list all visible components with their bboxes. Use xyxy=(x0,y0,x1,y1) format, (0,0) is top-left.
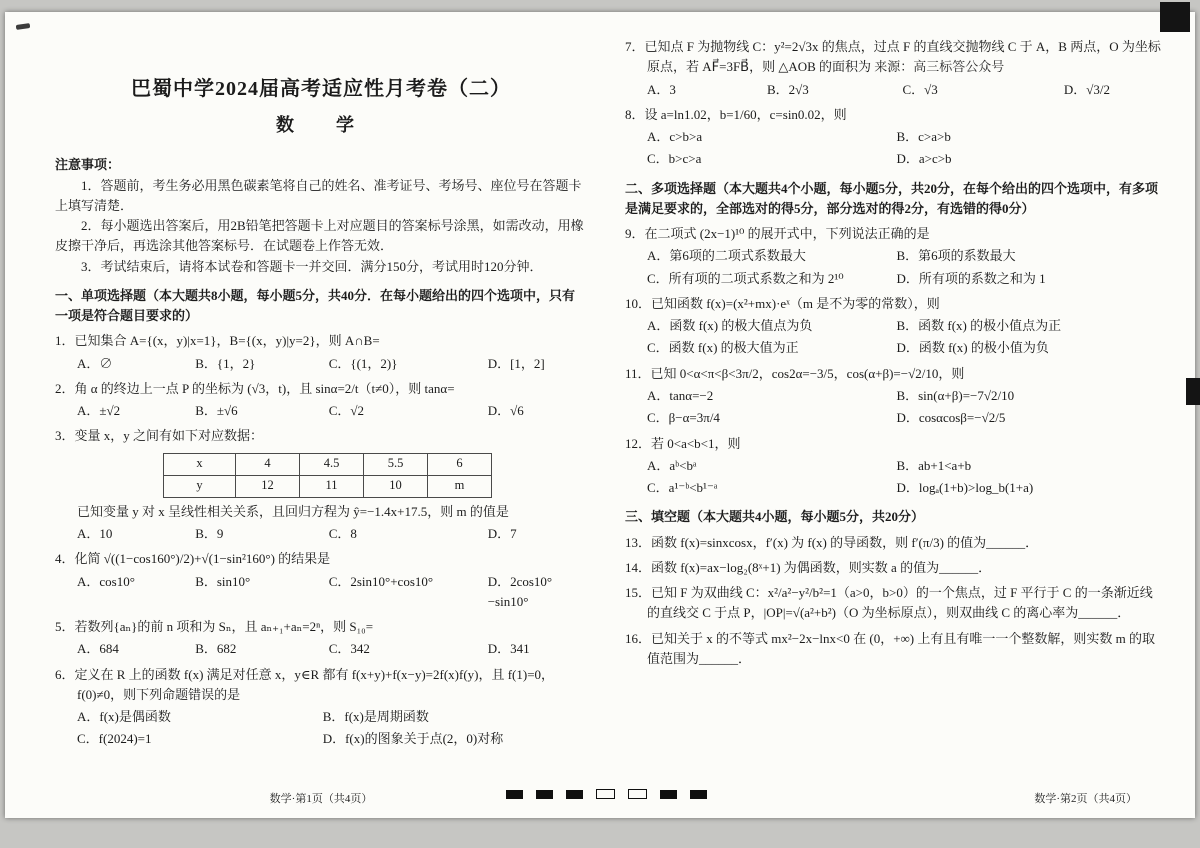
option-d: D．所有项的系数之和为 1 xyxy=(896,270,1046,286)
options xyxy=(625,316,1165,359)
option-c: C．√3 xyxy=(902,81,938,97)
option-b: B．f(x)是周期函数 xyxy=(322,709,429,725)
option-a: A．tanα=−2 xyxy=(647,387,714,403)
option-b: B．ab+1<a+b xyxy=(896,457,972,473)
registration-mark xyxy=(506,790,523,799)
question-stem xyxy=(625,37,1165,78)
table-row-y xyxy=(164,475,492,497)
question-stem: 14．函数 f(x)=ax−log₂(8ˣ+1) 为偶函数，则实数 a 的值为______． xyxy=(625,559,992,575)
option-a: A．aᵇ<bᵃ xyxy=(647,457,697,473)
question-2 xyxy=(55,379,587,422)
option-d: D．f(x)的图象关于点(2，0)对称 xyxy=(322,731,504,747)
question-stem: 13．函数 f(x)=sinxcosx，f′(x) 为 f(x) 的导函数，则 f′(π/3) 的值为______． xyxy=(625,534,1039,550)
question-10 xyxy=(625,294,1165,359)
option-d: D．函数 f(x) 的极小值为负 xyxy=(896,340,1049,356)
option-c: C．342 xyxy=(328,641,370,657)
question-stem: 15．已知 F 为双曲线 C：x²/a²−y²/b²=1（a>0，b>0）的一个焦点，过 F 平行于 C 的一条渐近线的直线交 C 于点 P，|OP|=√(a²+b²)（O 为坐标原点），则双曲线 C 的离心率为______． xyxy=(625,585,1153,621)
option-b: B．9 xyxy=(195,525,224,541)
subject-title: 数 学 xyxy=(276,115,366,136)
options xyxy=(55,639,587,659)
option-c: C．b>c>a xyxy=(647,151,702,167)
corner-mark xyxy=(1160,2,1190,32)
table-cell: 11 xyxy=(300,475,364,497)
registration-mark xyxy=(628,789,647,799)
exam-sheet xyxy=(5,12,1195,818)
registration-marks xyxy=(506,789,707,799)
options xyxy=(55,572,587,613)
question-11 xyxy=(625,364,1165,429)
question-4 xyxy=(55,549,587,612)
option-b: B．2√3 xyxy=(766,81,809,97)
question-9 xyxy=(625,224,1165,289)
option-b: B．±√6 xyxy=(195,403,238,419)
question-stem: 9．在二项式 (2x−1)¹⁰ 的展开式中，下列说法正确的是 xyxy=(625,226,930,242)
question-7 xyxy=(625,37,1165,100)
option-b: B．sin(α+β)=−7√2/10 xyxy=(896,387,1015,403)
notice-heading: 注意事项： xyxy=(55,157,121,173)
option-c: C．√2 xyxy=(328,403,364,419)
option-d: D．341 xyxy=(487,641,530,657)
option-d: D．[1，2] xyxy=(487,355,545,371)
option-b: B．第6项的系数最大 xyxy=(896,248,1016,264)
question-stem-text: 7．已知点 F 为抛物线 C：y²=2√3x 的焦点，过点 F 的直线交抛物线 C 于 A，B 两点，O 为坐标原点，若 AF⃗=3FB⃗，则 △AOB 的面积为 xyxy=(625,39,1161,75)
option-c: C．2sin10°+cos10° xyxy=(328,573,434,589)
question-5 xyxy=(55,617,587,660)
option-d: D．7 xyxy=(487,525,517,541)
option-b: B．sin10° xyxy=(195,573,251,589)
options xyxy=(55,354,587,374)
option-c: C．8 xyxy=(328,525,357,541)
question-8 xyxy=(625,105,1165,170)
question-stem-continued: 已知变量 y 对 x 呈线性相关关系，且回归方程为 ŷ=−1.4x+17.5，则 m 的值是 xyxy=(77,503,509,519)
registration-mark xyxy=(690,790,707,799)
watermark-text: 来源：高三标答公众号 xyxy=(874,59,1005,75)
option-b: B．682 xyxy=(195,641,237,657)
options xyxy=(625,246,1165,289)
table-cell: 5.5 xyxy=(364,453,428,475)
option-b: B．c>a>b xyxy=(896,129,951,145)
option-b: B．{1，2} xyxy=(195,355,256,371)
options xyxy=(625,456,1165,499)
options xyxy=(625,127,1165,170)
question-stem: 5．若数列{aₙ}的前 n 项和为 Sₙ，且 aₙ₊₁+aₙ=2ⁿ，则 S₁₀= xyxy=(55,619,374,635)
question-stem: 2．角 α 的终边上一点 P 的坐标为 (√3，t)，且 sinα=2/t（t≠0），则 tanα= xyxy=(55,380,455,396)
table-cell: 4.5 xyxy=(300,453,364,475)
registration-mark xyxy=(566,790,583,799)
question-stem: 3．变量 x，y 之间有如下对应数据： xyxy=(55,428,264,444)
notice-item: 1．答题前，考生务必用黑色碳素笔将自己的姓名、准考证号、考场号、座位号在答题卡上填写清楚． xyxy=(55,177,582,213)
options xyxy=(625,80,1165,100)
data-table xyxy=(163,453,492,498)
question-3 xyxy=(55,426,587,544)
edge-mark xyxy=(1186,378,1200,405)
exam-title: 巴蜀中学2024届高考适应性月考卷（二） xyxy=(131,78,511,100)
question-12 xyxy=(625,434,1165,499)
registration-mark xyxy=(536,790,553,799)
option-a: A．3 xyxy=(647,81,676,97)
option-d: D．2cos10°−sin10° xyxy=(487,573,553,609)
question-14 xyxy=(625,558,1165,578)
option-a: A．∅ xyxy=(77,355,113,371)
options xyxy=(625,386,1165,429)
options xyxy=(55,707,587,750)
table-cell: 6 xyxy=(428,453,492,475)
option-c: C．{(1，2)} xyxy=(328,355,398,371)
option-a: A．684 xyxy=(77,641,119,657)
registration-mark xyxy=(660,790,677,799)
option-c: C．β−α=3π/4 xyxy=(647,410,720,426)
registration-mark xyxy=(596,789,615,799)
option-a: A．函数 f(x) 的极大值点为负 xyxy=(647,318,813,334)
notice-item: 3．考试结束后，请将本试卷和答题卡一并交回．满分150分，考试用时120分钟． xyxy=(81,258,543,274)
table-cell: m xyxy=(428,475,492,497)
question-stem: 11．已知 0<α<π<β<3π/2，cos2α=−3/5，cos(α+β)=−√2/10，则 xyxy=(625,365,965,381)
option-d: D．√3/2 xyxy=(1063,81,1110,97)
question-16 xyxy=(625,629,1165,670)
option-a: A．f(x)是偶函数 xyxy=(77,709,171,725)
page-1 xyxy=(55,48,587,750)
option-c: C．函数 f(x) 的极大值为正 xyxy=(647,340,799,356)
option-b: B．函数 f(x) 的极小值点为正 xyxy=(896,318,1062,334)
option-a: A．10 xyxy=(77,525,113,541)
question-1 xyxy=(55,331,587,374)
question-13 xyxy=(625,533,1165,553)
page-2 xyxy=(625,32,1165,669)
option-a: A．c>b>a xyxy=(647,129,703,145)
table-cell: x xyxy=(164,453,236,475)
option-c: C．a¹⁻ᵇ<b¹⁻ᵃ xyxy=(647,480,718,496)
question-15 xyxy=(625,583,1165,624)
table-cell: 4 xyxy=(236,453,300,475)
section-header-single-choice: 一、单项选择题（本大题共8小题，每小题5分，共40分．在每小题给出的四个选项中，只有一项是符合题目要求的） xyxy=(55,287,576,324)
question-stem: 10．已知函数 f(x)=(x²+mx)·eˣ（m 是不为零的常数），则 xyxy=(625,295,940,311)
question-stem: 1．已知集合 A={(x，y)|x=1}，B={(x，y)|y=2}，则 A∩B= xyxy=(55,333,380,349)
question-stem: 6．定义在 R 上的函数 f(x) 满足对任意 x，y∈R 都有 f(x+y)+f(x−y)=2f(x)f(y)，且 f(1)=0，f(0)≠0，则下列命题错误的是 xyxy=(55,666,555,702)
table-cell: 10 xyxy=(364,475,428,497)
option-a: A．±√2 xyxy=(77,403,121,419)
table-cell: 12 xyxy=(236,475,300,497)
option-d: D．a>c>b xyxy=(896,151,952,167)
table-cell: y xyxy=(164,475,236,497)
notice-item: 2．每小题选出答案后，用2B铅笔把答题卡上对应题目的答案标号涂黑，如需改动，用橡皮擦干净后，再选涂其他答案标号．在试题卷上作答无效． xyxy=(55,218,584,254)
question-6 xyxy=(55,665,587,750)
section-header-multi-choice: 二、多项选择题（本大题共4个小题，每小题5分，共20分，在每个给出的四个选项中，有多项是满足要求的，全部选对的得5分，部分选对的得2分，有选错的得0分） xyxy=(625,180,1159,216)
question-stem: 8．设 a=ln1.02，b=1/60，c=sin0.02，则 xyxy=(625,106,847,122)
option-a: A．cos10° xyxy=(77,573,135,589)
option-c: C．f(2024)=1 xyxy=(77,731,152,747)
option-a: A．第6项的二项式系数最大 xyxy=(647,248,806,264)
table-row-x xyxy=(164,453,492,475)
option-c: C．所有项的二项式系数之和为 2¹⁰ xyxy=(647,270,844,286)
option-d: D．cosαcosβ=−√2/5 xyxy=(896,410,1006,426)
section-header-fill-blank: 三、填空题（本大题共4小题，每小题5分，共20分） xyxy=(625,509,925,525)
page-2-footer: 数学·第2页（共4页） xyxy=(1034,793,1137,805)
page-1-footer: 数学·第1页（共4页） xyxy=(269,793,373,805)
question-stem: 16．已知关于 x 的不等式 mx²−2x−lnx<0 在 (0，+∞) 上有且有唯一一个整数解，则实数 m 的取值范围为______． xyxy=(625,630,1155,666)
options xyxy=(55,401,587,421)
question-stem: 4．化简 √((1−cos160°)/2)+√(1−sin²160°) 的结果是 xyxy=(55,551,331,567)
option-d: D．logₐ(1+b)>log_b(1+a) xyxy=(896,480,1034,496)
question-stem: 12．若 0<a<b<1，则 xyxy=(625,435,741,451)
options xyxy=(55,524,587,544)
option-d: D．√6 xyxy=(487,403,524,419)
